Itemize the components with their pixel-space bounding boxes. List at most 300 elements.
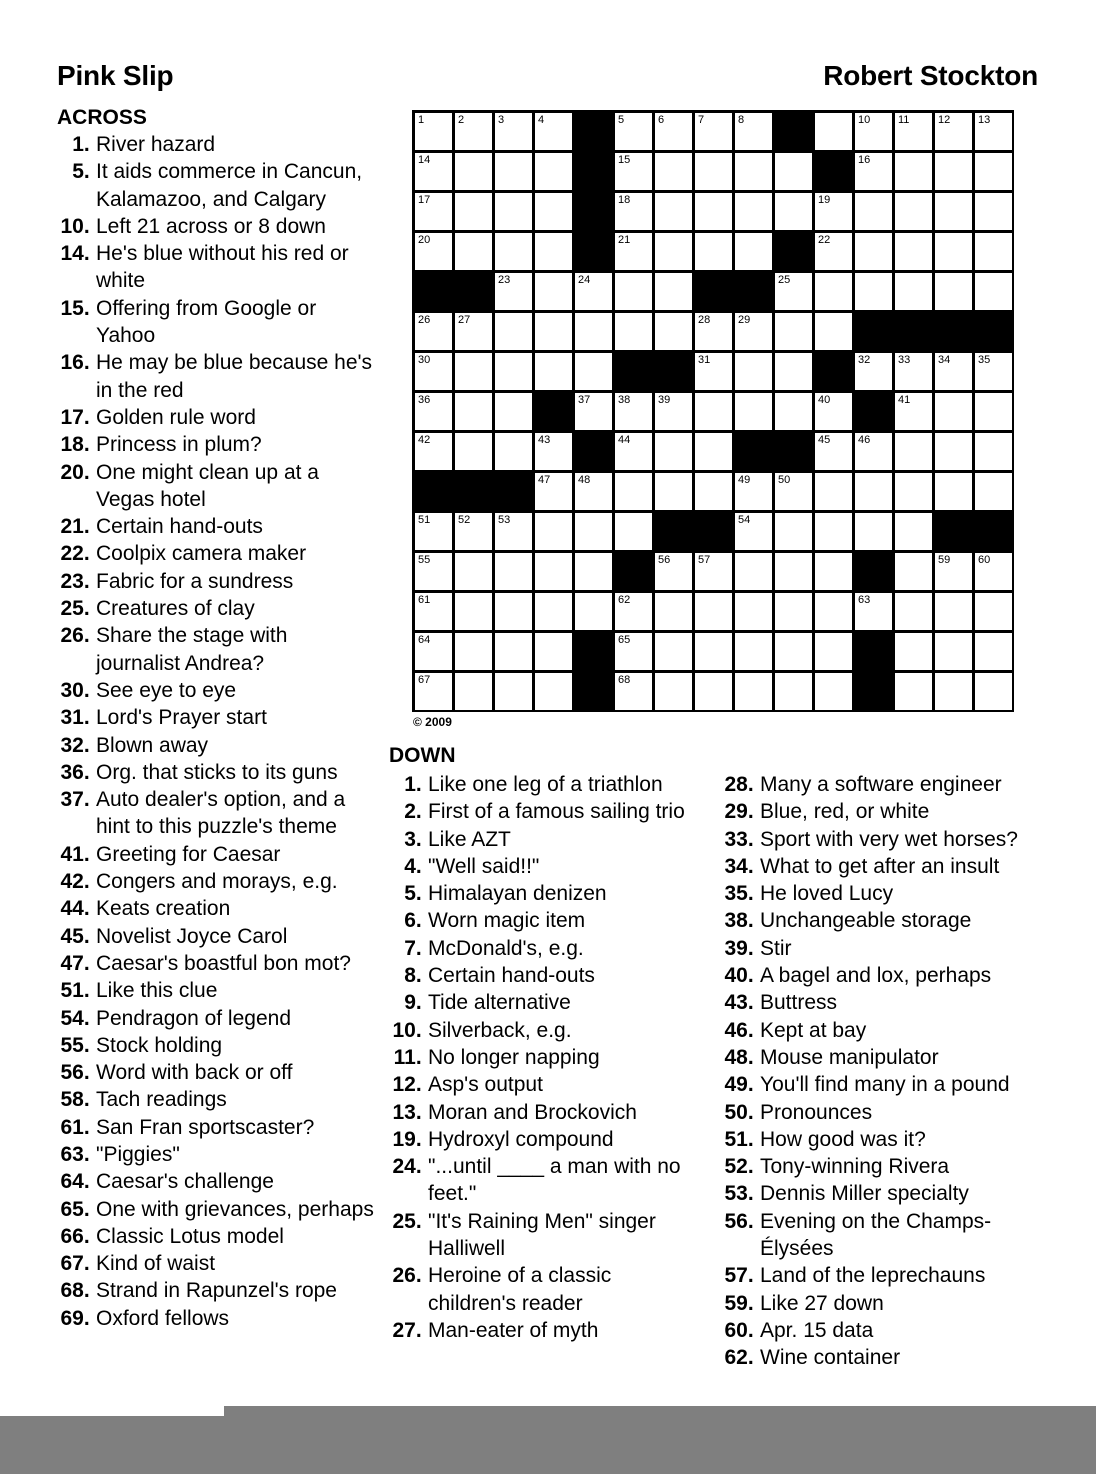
grid-cell[interactable] [895,353,932,390]
cell-number: 46 [858,434,871,446]
grid-cell[interactable] [655,193,692,230]
viewer-bottom-bar [0,1406,1096,1474]
grid-cell[interactable] [895,273,932,310]
grid-cell[interactable] [975,193,1012,230]
grid-cell[interactable] [695,233,732,270]
grid-cell[interactable] [415,353,452,390]
grid-cell[interactable] [935,393,972,430]
grid-cell[interactable] [735,153,772,190]
grid-cell[interactable] [775,673,812,710]
clue-text: Like AZT [428,827,511,851]
clue-number: 48. [724,1045,754,1069]
cell-number: 52 [458,514,471,526]
grid-cell[interactable] [615,153,652,190]
clue-number: 22. [60,542,90,566]
page-edge [0,1406,224,1416]
clue-item [57,841,377,868]
clue-number: 38. [724,909,754,933]
cell-number: 61 [418,594,431,606]
clue-number: 58. [60,1088,90,1112]
clue-item [721,1099,1051,1126]
cell-number: 32 [858,354,871,366]
grid-cell[interactable] [735,473,772,510]
clue-item [721,771,1051,798]
clue-number: 26. [392,1264,422,1288]
grid-cell[interactable] [895,633,932,670]
cell-number: 24 [578,274,591,286]
grid-cell[interactable] [535,433,572,470]
cell-number: 62 [618,594,631,606]
grid-cell[interactable] [455,513,492,550]
cell-number: 29 [738,314,751,326]
grid-cell[interactable] [575,273,612,310]
grid-cell[interactable] [535,193,572,230]
clue-number: 31. [60,706,90,730]
grid-cell[interactable] [455,393,492,430]
clue-number: 57. [724,1264,754,1288]
grid-cell[interactable] [895,393,932,430]
clue-text: "Piggies" [96,1142,180,1166]
grid-cell[interactable] [855,353,892,390]
grid-cell[interactable] [695,353,732,390]
grid-cell[interactable] [815,673,852,710]
grid-cell[interactable] [815,273,852,310]
grid-cell[interactable] [775,393,812,430]
grid-cell[interactable] [895,553,932,590]
grid-cell[interactable] [775,353,812,390]
grid-cell[interactable] [655,473,692,510]
grid-cell[interactable] [615,313,652,350]
clue-text: Kept at bay [760,1018,867,1042]
grid-cell[interactable] [415,393,452,430]
grid-cell[interactable] [935,353,972,390]
grid-cell[interactable] [655,553,692,590]
grid-cell[interactable] [695,313,732,350]
grid-cell[interactable] [535,593,572,630]
clue-text: Oxford fellows [96,1306,230,1330]
grid-cell[interactable] [695,113,732,150]
grid-cell[interactable] [615,473,652,510]
grid-cell[interactable] [935,593,972,630]
clue-number: 52. [724,1155,754,1179]
grid-block [694,512,734,552]
grid-cell[interactable] [895,513,932,550]
grid-cell[interactable] [615,593,652,630]
grid-cell[interactable] [495,273,532,310]
grid-cell[interactable] [415,633,452,670]
grid-cell[interactable] [855,273,892,310]
grid-cell[interactable] [495,153,532,190]
clue-number: 56. [60,1061,90,1085]
grid-cell[interactable] [815,393,852,430]
grid-cell[interactable] [615,193,652,230]
grid-cell[interactable] [895,433,932,470]
grid-cell[interactable] [695,193,732,230]
grid-cell[interactable] [855,513,892,550]
grid-cell[interactable] [815,433,852,470]
grid-cell[interactable] [855,153,892,190]
clue-text: Stir [760,936,792,960]
grid-cell[interactable] [535,233,572,270]
grid-cell[interactable] [455,113,492,150]
grid-cell[interactable] [935,153,972,190]
grid-cell[interactable] [455,193,492,230]
clue-item [57,595,377,622]
grid-cell[interactable] [535,113,572,150]
grid-cell[interactable] [775,313,812,350]
clue-number: 30. [60,678,90,702]
grid-cell[interactable] [855,593,892,630]
clue-text: Mouse manipulator [760,1045,939,1069]
grid-cell[interactable] [415,113,452,150]
grid-cell[interactable] [615,233,652,270]
grid-block [774,112,814,152]
grid-cell[interactable] [735,553,772,590]
clue-text: "It's Raining Men" singer Halliwell [428,1209,656,1261]
grid-cell[interactable] [535,553,572,590]
grid-cell[interactable] [735,513,772,550]
grid-cell[interactable] [975,633,1012,670]
grid-cell[interactable] [575,553,612,590]
grid-cell[interactable] [535,273,572,310]
clue-item [57,1277,377,1304]
grid-cell[interactable] [415,553,452,590]
clue-text: One might clean up at a Vegas hotel [96,460,319,511]
grid-cell[interactable] [495,513,532,550]
grid-cell[interactable] [615,673,652,710]
clue-number: 41. [60,842,90,866]
grid-cell[interactable] [735,313,772,350]
grid-block [774,232,814,272]
grid-cell[interactable] [695,393,732,430]
clue-number: 8. [404,964,422,988]
grid-cell[interactable] [855,473,892,510]
grid-cell[interactable] [415,153,452,190]
grid-cell[interactable] [975,473,1012,510]
clue-number: 40. [724,964,754,988]
grid-cell[interactable] [415,673,452,710]
grid-cell[interactable] [735,233,772,270]
grid-cell[interactable] [655,113,692,150]
clue-text: Creatures of clay [96,597,255,621]
grid-cell[interactable] [735,593,772,630]
grid-cell[interactable] [775,153,812,190]
grid-block [854,312,894,352]
clue-number: 25. [60,597,90,621]
grid-cell[interactable] [655,153,692,190]
grid-cell[interactable] [495,593,532,630]
grid-cell[interactable] [975,113,1012,150]
clue-item [721,935,1051,962]
grid-cell[interactable] [575,593,612,630]
grid-cell[interactable] [495,673,532,710]
grid-cell[interactable] [415,593,452,630]
grid-cell[interactable] [455,233,492,270]
grid-cell[interactable] [415,433,452,470]
grid-block [574,192,614,232]
grid-cell[interactable] [735,353,772,390]
grid-block [574,632,614,672]
grid-cell[interactable] [855,193,892,230]
grid-cell[interactable] [495,433,532,470]
grid-cell[interactable] [975,673,1012,710]
grid-cell[interactable] [455,313,492,350]
clue-item [721,1180,1051,1207]
grid-block [654,512,694,552]
cell-number: 39 [658,394,671,406]
grid-cell[interactable] [695,633,732,670]
grid-cell[interactable] [455,153,492,190]
grid-cell[interactable] [575,513,612,550]
clue-number: 7. [404,936,422,960]
grid-cell[interactable] [895,113,932,150]
clue-number: 46. [724,1018,754,1042]
clue-text: Heroine of a classic children's reader [428,1264,612,1315]
grid-cell[interactable] [775,633,812,670]
cell-number: 12 [938,114,951,126]
grid-cell[interactable] [895,473,932,510]
cell-number: 54 [738,514,751,526]
grid-cell[interactable] [615,113,652,150]
clue-number: 5. [404,882,422,906]
cell-number: 34 [938,354,951,366]
grid-cell[interactable] [495,113,532,150]
grid-cell[interactable] [495,353,532,390]
clue-number: 37. [60,788,90,812]
grid-cell[interactable] [975,273,1012,310]
cell-number: 67 [418,674,431,686]
grid-cell[interactable] [695,433,732,470]
grid-cell[interactable] [775,473,812,510]
grid-cell[interactable] [815,473,852,510]
clue-item [57,923,377,950]
cell-number: 42 [418,434,431,446]
grid-cell[interactable] [775,193,812,230]
clue-item [389,798,699,825]
grid-cell[interactable] [655,233,692,270]
clue-item [389,1153,699,1208]
grid-block [854,392,894,432]
clue-text: Like this clue [96,979,218,1003]
clue-text: Keats creation [96,897,231,921]
clue-text: Org. that sticks to its guns [96,760,338,784]
grid-cell[interactable] [455,433,492,470]
grid-cell[interactable] [815,193,852,230]
grid-block [854,632,894,672]
clue-number: 20. [60,460,90,484]
grid-cell[interactable] [975,593,1012,630]
clue-number: 45. [60,924,90,948]
grid-cell[interactable] [575,393,612,430]
clue-item [389,853,699,880]
grid-cell[interactable] [415,193,452,230]
clue-number: 15. [60,296,90,320]
grid-block [574,112,614,152]
grid-block [574,232,614,272]
grid-cell[interactable] [615,273,652,310]
grid-cell[interactable] [895,193,932,230]
grid-cell[interactable] [895,673,932,710]
cell-number: 19 [818,194,831,206]
grid-cell[interactable] [535,473,572,510]
clue-item [57,431,377,458]
grid-cell[interactable] [615,633,652,670]
clue-number: 35. [724,882,754,906]
grid-cell[interactable] [855,233,892,270]
clue-item [721,1017,1051,1044]
grid-cell[interactable] [975,553,1012,590]
grid-cell[interactable] [495,633,532,670]
grid-cell[interactable] [455,593,492,630]
grid-cell[interactable] [575,353,612,390]
grid-cell[interactable] [615,393,652,430]
grid-cell[interactable] [935,233,972,270]
grid-cell[interactable] [655,273,692,310]
cell-number: 64 [418,634,431,646]
clue-item [389,1317,699,1344]
grid-cell[interactable] [495,393,532,430]
grid-cell[interactable] [695,553,732,590]
grid-cell[interactable] [455,673,492,710]
grid-cell[interactable] [695,473,732,510]
grid-cell[interactable] [695,673,732,710]
grid-cell[interactable] [895,593,932,630]
grid-cell[interactable] [695,593,732,630]
clue-item [57,704,377,731]
cell-number: 11 [898,114,910,126]
cell-number: 25 [778,274,791,286]
grid-cell[interactable] [935,193,972,230]
grid-cell[interactable] [815,113,852,150]
grid-cell[interactable] [815,513,852,550]
grid-cell[interactable] [775,513,812,550]
grid-block [534,392,574,432]
grid-cell[interactable] [455,633,492,670]
grid-cell[interactable] [895,233,932,270]
grid-cell[interactable] [415,313,452,350]
clue-text: "Well said!!" [428,854,540,878]
grid-cell[interactable] [415,233,452,270]
grid-cell[interactable] [935,433,972,470]
grid-cell[interactable] [655,593,692,630]
grid-cell[interactable] [975,153,1012,190]
grid-cell[interactable] [535,153,572,190]
grid-cell[interactable] [495,313,532,350]
grid-cell[interactable] [815,233,852,270]
grid-cell[interactable] [855,433,892,470]
grid-cell[interactable] [775,553,812,590]
grid-cell[interactable] [815,593,852,630]
clue-item [721,1153,1051,1180]
clue-text: "...until ____ a man with no feet." [428,1155,681,1206]
clue-text: Strand in Rapunzel's rope [96,1279,337,1303]
grid-cell[interactable] [615,433,652,470]
grid-cell[interactable] [535,633,572,670]
grid-cell[interactable] [775,273,812,310]
grid-block [854,552,894,592]
grid-cell[interactable] [655,393,692,430]
grid-cell[interactable] [735,113,772,150]
clue-text: Stock holding [96,1033,223,1057]
grid-cell[interactable] [535,513,572,550]
clue-text: Coolpix camera maker [96,542,307,566]
grid-block [934,312,974,352]
grid-cell[interactable] [655,673,692,710]
grid-cell[interactable] [815,633,852,670]
clue-text: He's blue without his red or white [96,242,349,293]
grid-block [454,472,494,512]
clue-text: Hydroxyl compound [428,1127,614,1151]
grid-cell[interactable] [535,313,572,350]
grid-cell[interactable] [455,353,492,390]
grid-cell[interactable] [695,153,732,190]
grid-cell[interactable] [495,553,532,590]
clue-number: 44. [60,897,90,921]
grid-cell[interactable] [615,513,652,550]
clue-number: 68. [60,1279,90,1303]
grid-cell[interactable] [775,593,812,630]
grid-cell[interactable] [975,393,1012,430]
clue-number: 10. [392,1018,422,1042]
grid-cell[interactable] [735,673,772,710]
clue-text: Kind of waist [96,1252,216,1276]
cell-number: 15 [618,154,631,166]
grid-cell[interactable] [895,153,932,190]
clue-item [721,1126,1051,1153]
grid-cell[interactable] [495,193,532,230]
clue-item [57,759,377,786]
grid-cell[interactable] [935,633,972,670]
grid-cell[interactable] [935,273,972,310]
grid-cell[interactable] [735,393,772,430]
grid-cell[interactable] [815,553,852,590]
grid-cell[interactable] [415,513,452,550]
grid-cell[interactable] [935,553,972,590]
clue-item [57,786,377,841]
clue-text: McDonald's, e.g. [428,936,584,960]
grid-cell[interactable] [735,193,772,230]
grid-cell[interactable] [575,313,612,350]
grid-cell[interactable] [655,433,692,470]
grid-cell[interactable] [935,473,972,510]
clue-number: 24. [392,1155,422,1179]
clue-item [57,349,377,404]
grid-cell[interactable] [935,113,972,150]
grid-cell[interactable] [535,353,572,390]
cell-number: 27 [458,314,471,326]
grid-cell[interactable] [855,113,892,150]
grid-cell[interactable] [975,433,1012,470]
grid-cell[interactable] [535,673,572,710]
grid-cell[interactable] [455,553,492,590]
clue-number: 5. [72,160,90,184]
grid-cell[interactable] [975,233,1012,270]
cell-number: 26 [418,314,431,326]
grid-cell[interactable] [495,233,532,270]
grid-cell[interactable] [975,353,1012,390]
clue-item [57,404,377,431]
grid-cell[interactable] [655,633,692,670]
grid-cell[interactable] [655,313,692,350]
cell-number: 18 [618,194,631,206]
clue-text: What to get after an insult [760,854,1000,878]
clue-text: Worn magic item [428,909,586,933]
grid-cell[interactable] [935,673,972,710]
clue-item [57,1059,377,1086]
grid-cell[interactable] [735,633,772,670]
grid-cell[interactable] [815,313,852,350]
grid-cell[interactable] [575,473,612,510]
